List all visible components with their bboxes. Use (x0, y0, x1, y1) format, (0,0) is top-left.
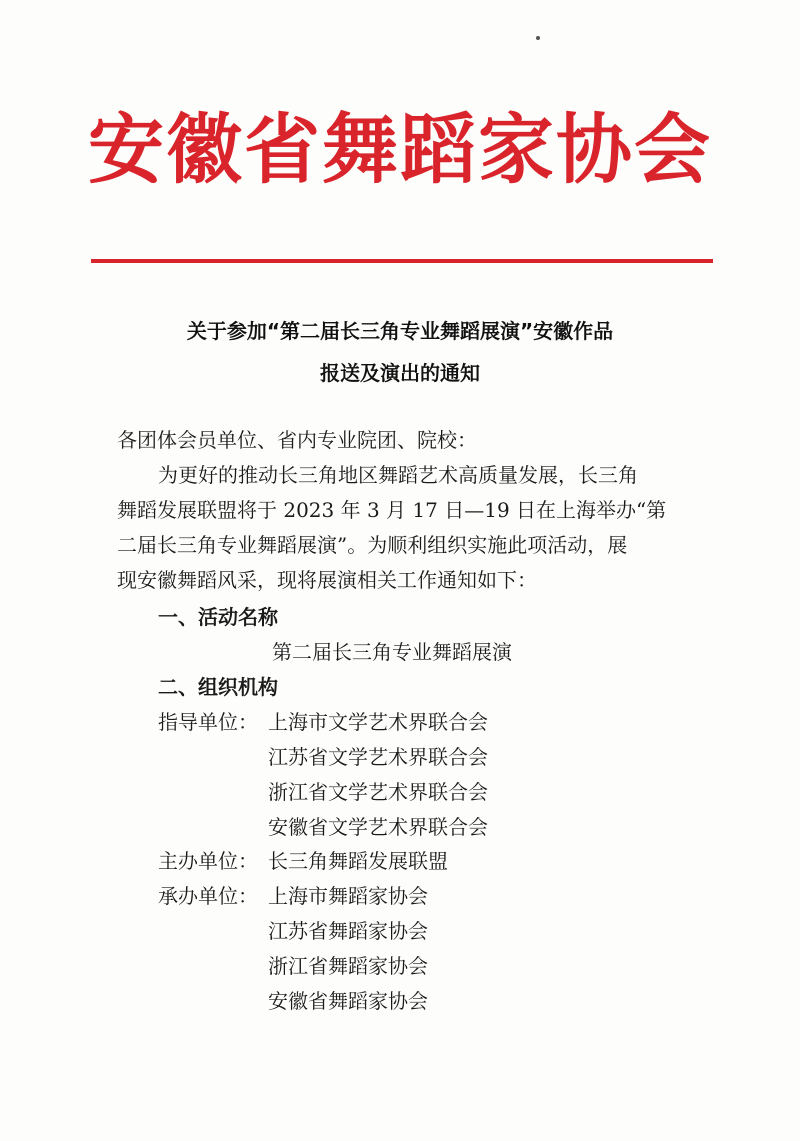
host-unit-item: 长三角舞蹈发展联盟 (268, 849, 448, 873)
org-letterhead: 安徽省舞蹈家协会 (88, 105, 712, 194)
paragraph-line: 为更好的推动长三角地区舞蹈艺术高质量发展，长三角 (158, 463, 638, 487)
organizer-unit-item: 上海市舞蹈家协会 (268, 884, 428, 908)
paragraph-line: 二届长三角专业舞蹈展演”。为顺利组织实施此项活动，展 (117, 533, 628, 557)
organizer-unit-item: 浙江省舞蹈家协会 (268, 954, 428, 978)
guide-unit-label: 指导单位： (158, 710, 258, 734)
guide-unit-item: 安徽省文学艺术界联合会 (268, 815, 488, 839)
doc-title-line-2: 报送及演出的通知 (320, 361, 480, 385)
salutation: 各团体会员单位、省内专业院团、院校： (117, 428, 477, 452)
host-unit-label: 主办单位： (158, 849, 258, 873)
organizer-unit-label: 承办单位： (158, 884, 258, 908)
organizer-unit-item: 安徽省舞蹈家协会 (268, 989, 428, 1013)
guide-unit-item: 浙江省文学艺术界联合会 (268, 780, 488, 804)
section-heading-organization: 二、组织机构 (158, 675, 278, 699)
guide-unit-item: 江苏省文学艺术界联合会 (268, 745, 488, 769)
section-heading-activity: 一、活动名称 (158, 605, 278, 629)
letterhead-divider (91, 259, 713, 263)
paragraph-line: 现安徽舞蹈风采，现将展演相关工作通知如下： (117, 568, 537, 592)
organizer-unit-item: 江苏省舞蹈家协会 (268, 919, 428, 943)
guide-unit-item: 上海市文学艺术界联合会 (268, 710, 488, 734)
activity-name: 第二届长三角专业舞蹈展演 (272, 640, 512, 664)
scan-speck (536, 36, 540, 40)
paragraph-line: 舞蹈发展联盟将于 2023 年 3 月 17 日—19 日在上海举办“第 (117, 498, 667, 522)
doc-title-line-1: 关于参加“第二届长三角专业舞蹈展演”安徽作品 (186, 319, 614, 343)
